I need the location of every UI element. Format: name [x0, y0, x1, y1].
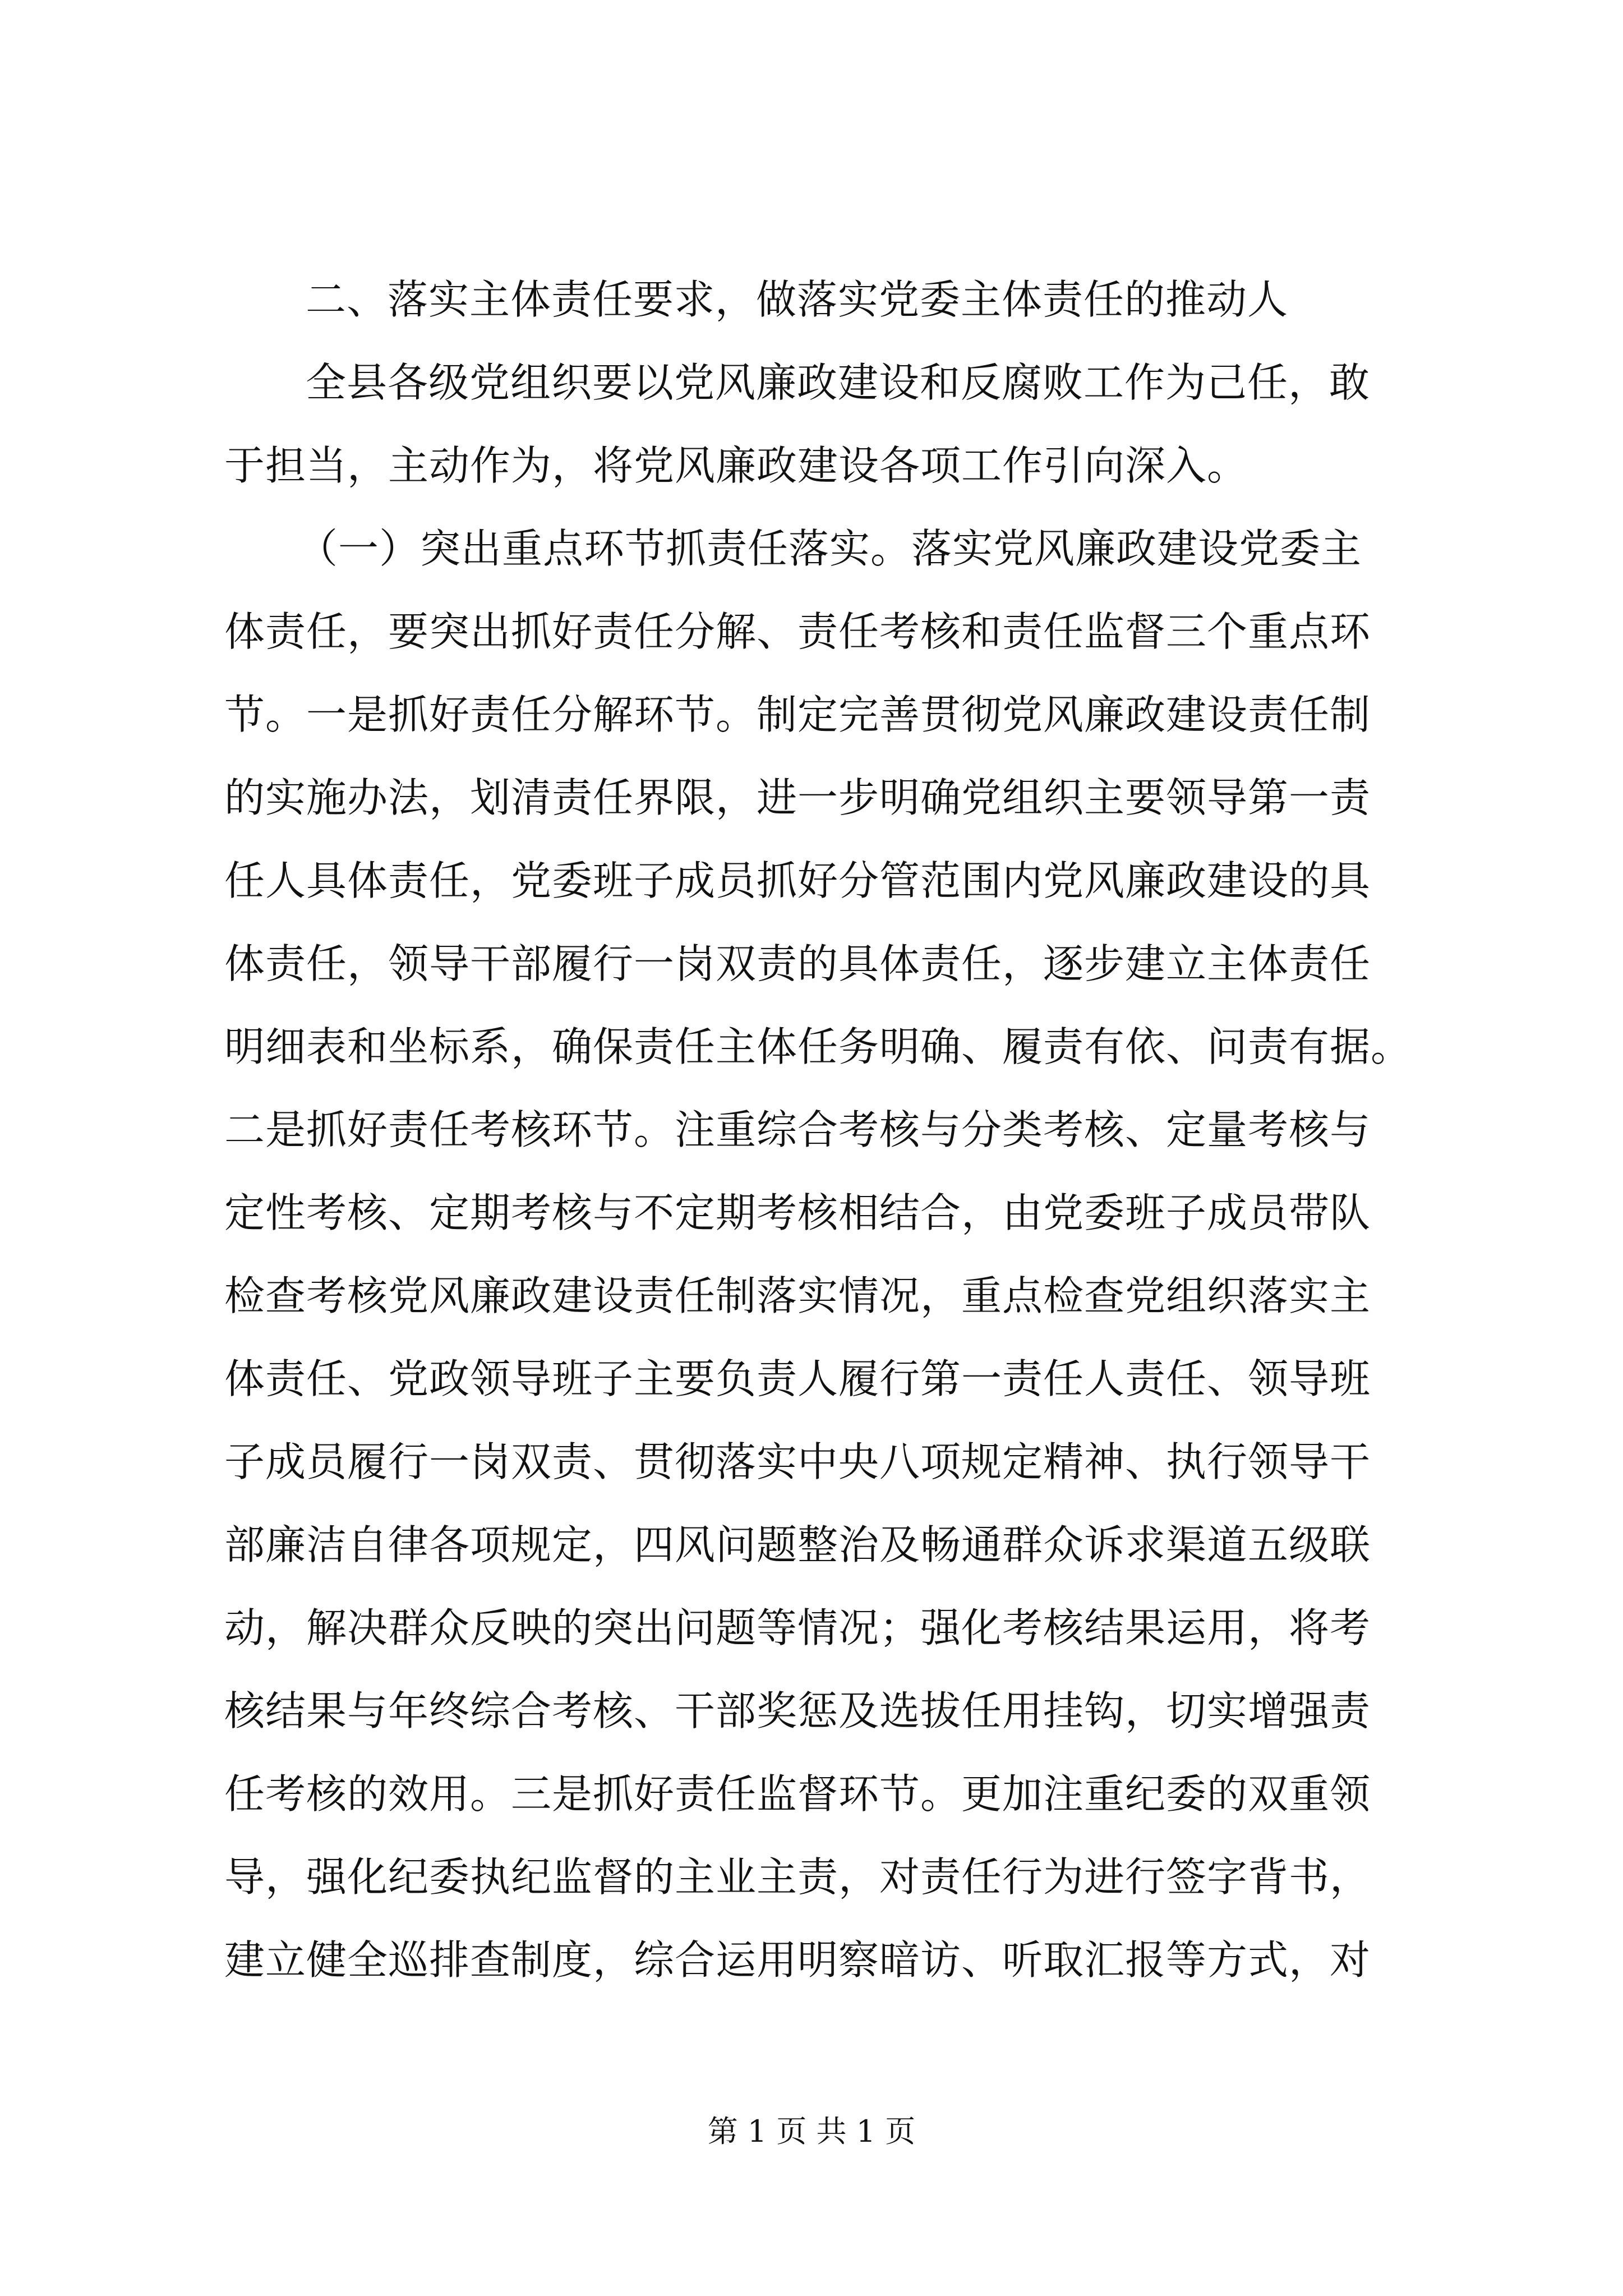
paragraph-line: 部廉洁自律各项规定，四风问题整治及畅通群众诉求渠道五级联	[224, 1521, 1371, 1568]
paragraph-line: 于担当，主动作为，将党风廉政建设各项工作引向深入。	[224, 442, 1248, 489]
paragraph-line: 的实施办法，划清责任界限，进一步明确党组织主要领导第一责	[224, 774, 1371, 821]
paragraph-line: 全县各级党组织要以党风廉政建设和反腐败工作为己任，敢	[306, 359, 1371, 406]
paragraph-line: 定性考核、定期考核与不定期考核相结合，由党委班子成员带队	[224, 1189, 1371, 1236]
document-body	[224, 258, 1441, 2001]
paragraph-line: 体责任，领导干部履行一岗双责的具体责任，逐步建立主体责任	[224, 940, 1371, 987]
paragraph-line: 检查考核党风廉政建设责任制落实情况，重点检查党组织落实主	[224, 1272, 1371, 1319]
paragraph-line: 任考核的效用。三是抓好责任监督环节。更加注重纪委的双重领	[224, 1770, 1371, 1818]
paragraph-line: 子成员履行一岗双责、贯彻落实中央八项规定精神、执行领导干	[224, 1438, 1371, 1485]
paragraph-line: 明细表和坐标系，确保责任主体任务明确、履责有依、问责有据。	[224, 1023, 1412, 1070]
page-number-footer: 第 1 页 共 1 页	[707, 2114, 916, 2149]
paragraph-line: 建立健全巡排查制度，综合运用明察暗访、听取汇报等方式，对	[224, 1936, 1371, 1984]
paragraph-line: 节。一是抓好责任分解环节。制定完善贯彻党风廉政建设责任制	[224, 691, 1371, 738]
paragraph-line: 导，强化纪委执纪监督的主业主责，对责任行为进行签字背书，	[224, 1853, 1371, 1901]
paragraph-line: 二是抓好责任考核环节。注重综合考核与分类考核、定量考核与	[224, 1106, 1371, 1153]
section-heading: 二、落实主体责任要求，做落实党委主体责任的推动人	[306, 276, 1289, 323]
paragraph-line: 体责任，要突出抓好责任分解、责任考核和责任监督三个重点环	[224, 608, 1371, 655]
paragraph-line: 动，解决群众反映的突出问题等情况；强化考核结果运用，将考	[224, 1604, 1371, 1651]
paragraph-line: 体责任、党政领导班子主要负责人履行第一责任人责任、领导班	[224, 1355, 1371, 1402]
paragraph-line: 任人具体责任，党委班子成员抓好分管范围内党风廉政建设的具	[224, 857, 1371, 904]
paragraph-line: 核结果与年终综合考核、干部奖惩及选拔任用挂钩，切实增强责	[224, 1687, 1371, 1734]
paragraph-line: （一）突出重点环节抓责任落实。落实党风廉政建设党委主	[297, 525, 1362, 572]
